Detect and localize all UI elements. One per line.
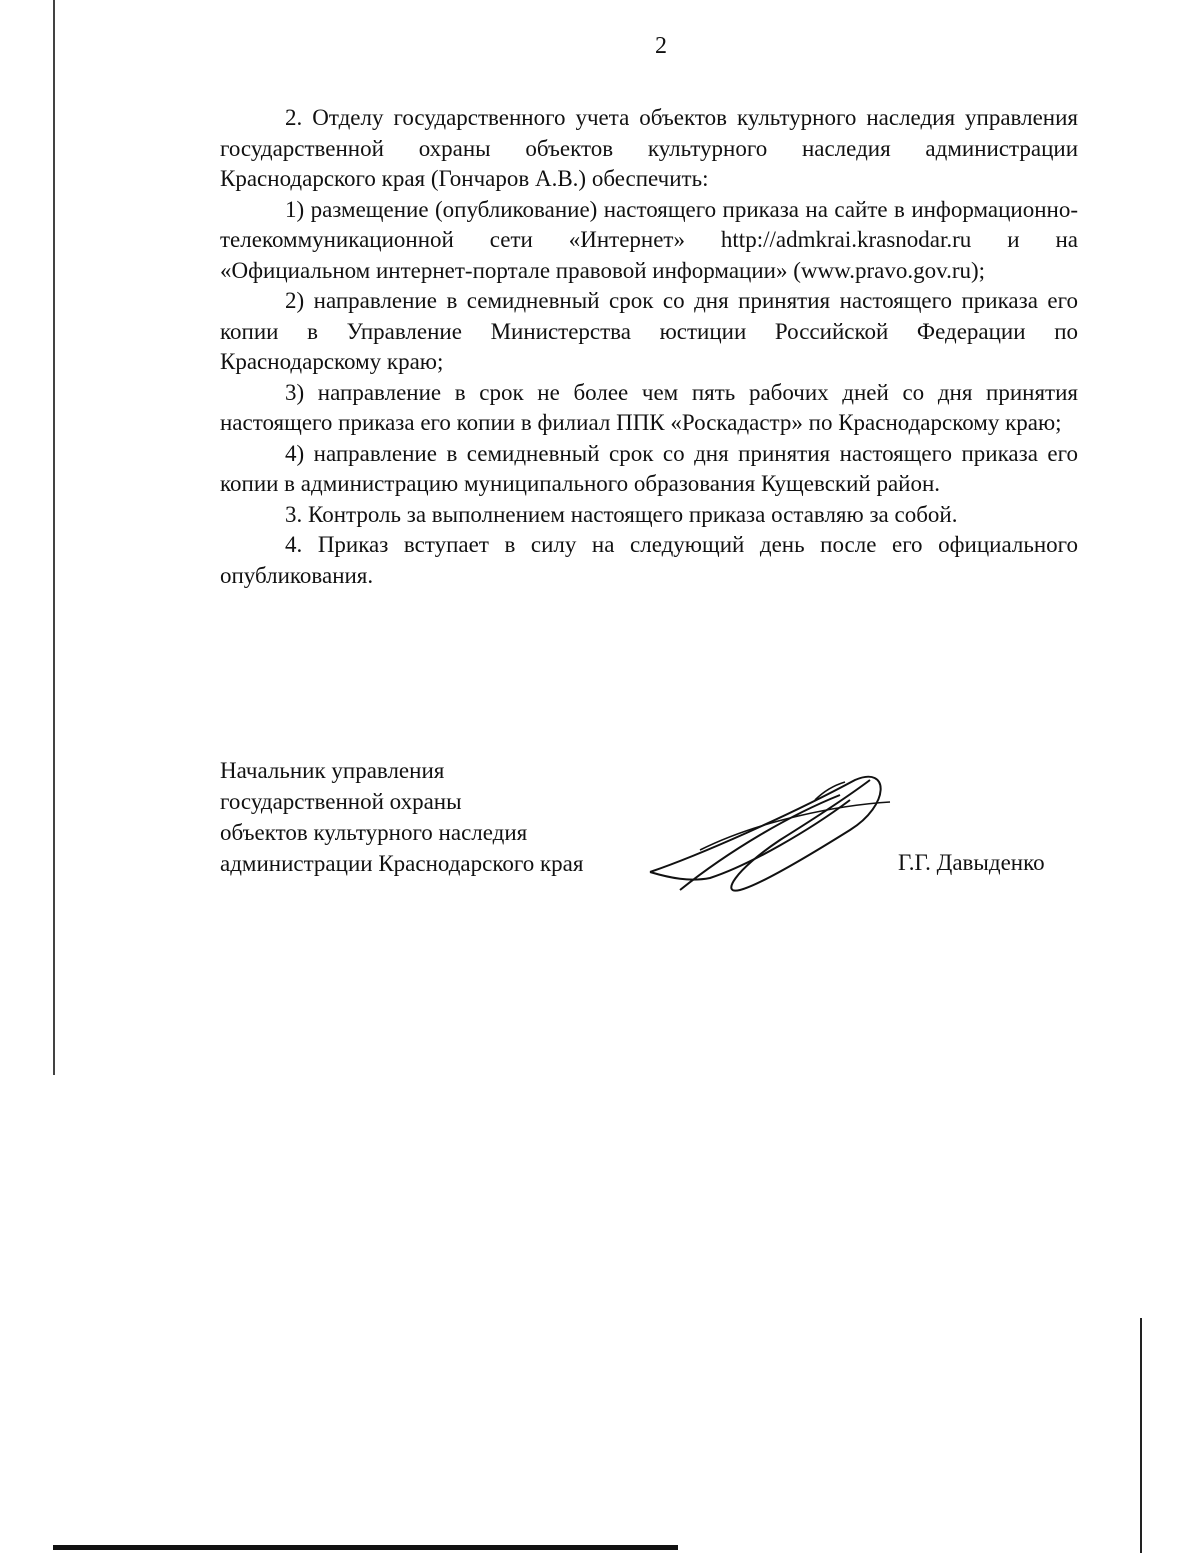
scan-edge-bottom — [53, 1545, 678, 1550]
document-body — [220, 103, 1078, 591]
signatory-position — [220, 755, 640, 879]
paragraph-item-3: 3. Контроль за выполнением настоящего приказа оставляю за собой. — [285, 501, 958, 527]
scan-edge-right — [1140, 1318, 1142, 1553]
paragraph-subitem-3: 3) направление в срок не более чем пять рабочих дней со дня принятия настоящего приказа его копии в филиал ППК «Роскадастр» по Краснодарскому краю; — [220, 379, 1078, 435]
paragraph-item-4: 4. Приказ вступает в силу на следующий день после его официального опубликования. — [220, 532, 1078, 588]
position-line: Начальник управления — [220, 758, 445, 783]
paragraph-subitem-4: 4) направление в семидневный срок со дня принятия настоящего приказа его копии в администрацию муниципального образования Кущевский район. — [220, 440, 1078, 496]
position-line: государственной охраны — [220, 789, 462, 814]
position-line: администрации Краснодарского края — [220, 851, 584, 876]
page-number: 2 — [655, 33, 667, 59]
scan-edge-left — [53, 0, 55, 1075]
paragraph-subitem-1: 1) размещение (опубликование) настоящего приказа на сайте в информационно-телекоммуникационной сети «Интернет» http://admkrai.krasnodar.ru и на «Официальном интернет-портале правовой информации» (www.pravo.gov.ru); — [220, 196, 1078, 283]
signatory-name: Г.Г. Давыденко — [898, 850, 1045, 875]
paragraph-item-2: 2. Отделу государственного учета объектов культурного наследия управления государственной охраны объектов культурного наследия администрации Краснодарского края (Гончаров А.В.) обеспечить: — [220, 105, 1078, 191]
position-line: объектов культурного наследия — [220, 820, 528, 845]
handwritten-signature — [640, 760, 900, 900]
paragraph-subitem-2: 2) направление в семидневный срок со дня принятия настоящего приказа его копии в Управление Министерства юстиции Российской Федерации по Краснодарскому краю; — [220, 288, 1078, 374]
